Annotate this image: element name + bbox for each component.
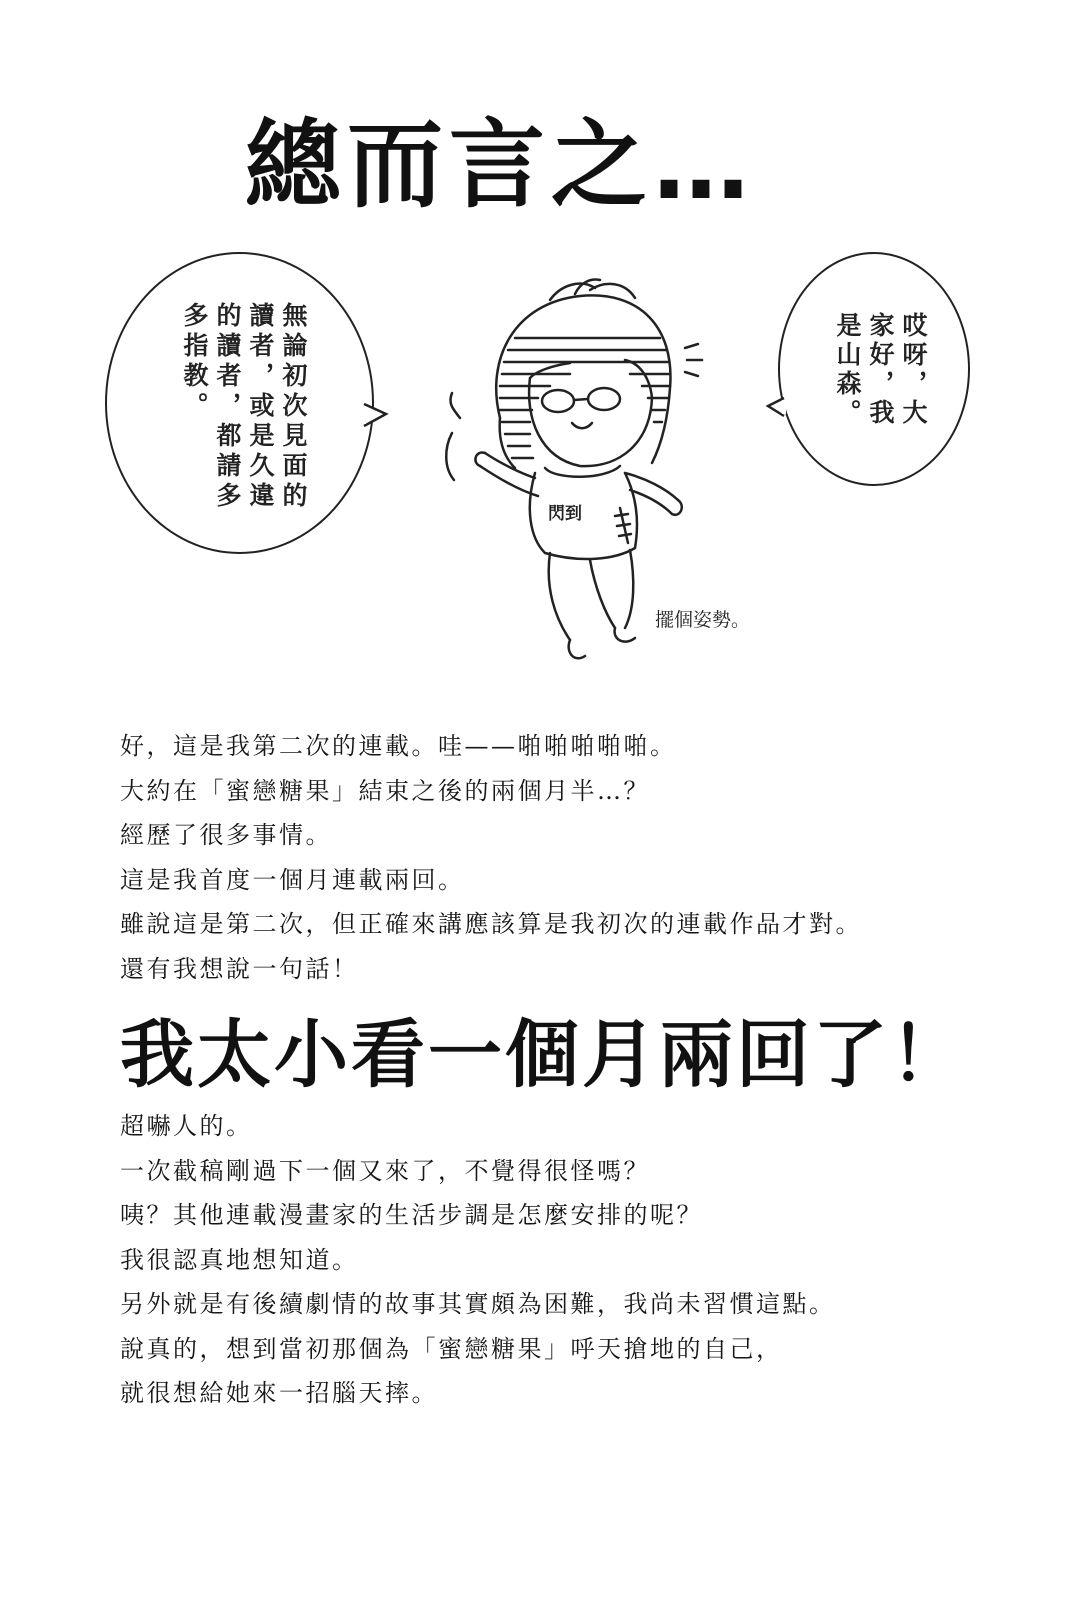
text-line: 咦？其他連載漫畫家的生活步調是怎麼安排的呢？ bbox=[120, 1201, 703, 1229]
text-line: 雖說這是第二次，但正確來講應該算是我初次的連載作品才對。 bbox=[120, 910, 862, 938]
bubble-left-text bbox=[178, 302, 310, 512]
bubble-tail-right bbox=[766, 396, 786, 420]
bubble-right-line: 是山森。 bbox=[833, 312, 862, 428]
bubble-right-text bbox=[831, 312, 930, 428]
text-line: 還有我想說一句話！ bbox=[120, 954, 359, 983]
text-line: 這是我首度一個月連載兩回。 bbox=[120, 865, 465, 894]
page-title: 總而言之… bbox=[245, 109, 755, 221]
text-line: 說真的，想到當初那個為「蜜戀糖果」呼天搶地的自己， bbox=[120, 1334, 783, 1363]
speech-bubble-right bbox=[778, 252, 970, 486]
bubble-right-line: 家好，我 bbox=[866, 312, 895, 428]
illustration-caption: 擺個姿勢。 bbox=[655, 609, 751, 631]
bubble-tail-left bbox=[362, 402, 392, 432]
paragraph-2 bbox=[120, 1104, 1000, 1416]
text-line: 超嚇人的。 bbox=[120, 1112, 253, 1140]
bubble-left-line: 無論初次見面的 bbox=[279, 302, 308, 512]
text-line: 一次截稿剛過下一個又來了，不覺得很怪嗎？ bbox=[120, 1156, 650, 1185]
text-line: 就很想給她來一招腦天摔。 bbox=[120, 1379, 438, 1407]
text-line: 經歷了很多事情。 bbox=[120, 821, 332, 849]
text-line: 大約在「蜜戀糖果」結束之後的兩個月半…？ bbox=[120, 776, 650, 805]
paragraph-1 bbox=[120, 724, 1000, 991]
text-line: 好，這是我第二次的連載。哇——啪啪啪啪啪。 bbox=[120, 732, 677, 760]
text-line: 我很認真地想知道。 bbox=[120, 1245, 359, 1274]
bubble-left-line: 的讀者，都請多 bbox=[213, 302, 242, 512]
bubble-left-line: 讀者，或是久違 bbox=[246, 302, 275, 512]
speech-bubble-left bbox=[105, 252, 374, 554]
shirt-text: 閃到 bbox=[548, 504, 582, 524]
bubble-right-line: 哎呀，大 bbox=[899, 312, 928, 428]
emphasis-line: 我太小看一個月兩回了！ bbox=[120, 1012, 967, 1098]
text-line: 另外就是有後續劇情的故事其實頗為困難，我尚未習慣這點。 bbox=[120, 1290, 836, 1318]
bubble-left-line: 多指教。 bbox=[180, 302, 209, 422]
